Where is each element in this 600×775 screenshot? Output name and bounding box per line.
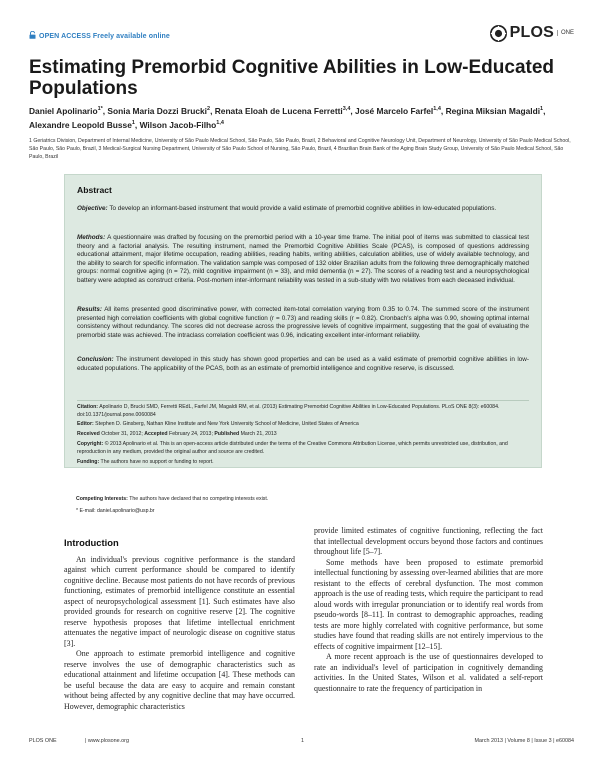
editor-label: Editor: [77,421,94,427]
author-name: Renata Eloah de Lucena Ferretti [214,105,343,116]
funding-label: Funding: [77,459,100,465]
body-paragraph: One approach to estimate premorbid intelligence and cognitive reserve involves the use of demographic characteristics such as educational attainment and lifetime occupation [4]. These methods can be useful because the data are easy to acquire and remain constant without being affected by any cognitive decline that may have occurred. However, demographic characteristics [64,649,295,711]
open-access-rest: ACCESS Freely available online [61,33,170,40]
author-name: José Marcelo Farfel [355,105,434,116]
footer-url[interactable]: | www.plosone.org [85,738,129,744]
author-list: Daniel Apolinario$^{1*}$, Sonia Maria Dozzi Brucki$^2$, Renata Eloah de Lucena Ferretti$^{3,4}$, José Marcelo Farfel$^{1,4}$, Regina Miksian Magaldi$^1$, Alexandre Leopold Busse$^1$, Wilson Jacob-Filho$^{1,4}$ [29,105,546,130]
body-paragraph: A more recent approach is the use of questionnaires developed to rate an individual's level of participation in cognitively demanding activities. In the United States, Wilson et al. validated a self-report questionnaire to rate the frequency of participation in [314,652,543,693]
accepted-date: February 24, 2013; [169,431,213,437]
results-text: All items presented good discriminative power, with corrected item-total correlation varying from 0.35 to 0.74. The summed score of the instrument presented high correlation coefficients with global cognitive function (r = 0.73) and reading skills (r = 0.82). Cronbach's alpha was 0.90, showing optimal internal consistency without redundancy. The scores did not decrease across the progressive levels of cognitive impairment, suggesting that the goal of evaluating the premorbid state was achieved. The intraclass correlation coefficient was 0.96, indicating excellent inter-informant reliability. [77,306,529,339]
conclusion-text: The instrument developed in this study has shown good properties and can be used as a valid estimate of premorbid cognitive abilities in low-educated populations. The applicability of the PCAS, both as an estimate of premorbid intelligence and cognitive reserve, is discussed. [77,356,529,372]
competing-text: The authors have declared that no competing interests exist. [129,496,269,502]
author-affiliation-mark: 1,4 [433,106,441,112]
author-affiliation-mark: 3,4 [342,106,351,112]
author-affiliation-mark: 2 [207,106,211,112]
open-access-lock-icon [29,31,36,39]
abstract-divider [77,400,529,401]
editor [77,421,529,429]
body-paragraph: provide limited estimates of cognitive functioning, reflecting the fact that intellectual development occurs beyond those factors and continues throughout life [5–7]. [314,526,543,556]
author-affiliation-mark: 1 [540,106,544,112]
accepted-label: Accepted [144,431,168,437]
citation [77,404,529,419]
author-affiliation-mark: 1 [131,119,135,126]
plos-logo [490,23,574,43]
editor-text: Stephen D. Ginsberg, Nathan Kline Institute and New York University School of Medicine, United States of America [95,421,359,427]
body-column-right [314,526,543,694]
methods-label: Methods: [77,234,106,241]
plos-brand: PLOS [509,24,554,41]
plos-one-label: ONE [557,30,574,36]
corresponding-email[interactable]: * E-mail: daniel.apolinario@usp.br [76,508,155,514]
affiliations: 1 Geriatrics Division, Department of Internal Medicine, University of São Paulo Medical School, São Paulo, São Paulo, Brazil, 2 Behavioral and Cognitive Neurology Unit, Department of Neurology, University of São Paulo Medical School, São Paulo, São Paulo, Brazil, 3 Medical-Surgical Nursing Department, University of São Paulo School of Nursing, São Paulo, Brazil, 4 Brazilian Brain Bank of the Aging Brain Study Group, University of São Paulo Medical School, São Paulo, Brazil [29,138,571,161]
page-number: 1 [301,738,304,744]
published-date: March 21, 2013 [240,431,277,437]
copyright-label: Copyright: [77,441,104,447]
footer-journal: PLOS ONE [29,738,57,744]
copyright-text: © 2013 Apolinario et al. This is an open-access article distributed under the terms of the Creative Commons Attribution License, which permits unrestricted use, distribution, and reproduction in any medium, provided the original author and source are credited. [77,441,508,455]
introduction-heading: Introduction [64,537,119,548]
plos-logo-icon [490,25,507,42]
methods-text: A questionnaire was drafted by focusing on the premorbid period with a 10-year time frame. The initial pool of items was submitted to classical test theory and a factorial analysis. The resulting instrument, named the Premorbid Cognitive Abilities Scale (PCAS), is composed of questions addressing educational attainment, major lifetime occupation, reading abilities, reading habits, writing abilities, calculation abilities, use of widely available technology, and the ability to search for specific information. The validation sample was composed of 132 older Brazilian adults from the following three demographically matched groups: normal cognitive aging (n = 72), mild cognitive impairment (n = 33), and mild dementia (n = 27). The scores of a reading test and a neuropsychological battery were adopted as construct criteria. Post-mortem inter-informant reliability was tested in a sub-study with two relatives from each deceased individual. [77,234,529,284]
journal-header [29,23,574,49]
conclusion-label: Conclusion: [77,356,114,363]
author-affiliation-mark: 1* [97,106,103,112]
funding-text: The authors have no support or funding to report. [100,459,214,465]
page-footer [29,738,574,748]
body-paragraph: Some methods have been proposed to estimate premorbid intellectual functioning by assessing over-learned abilities that are more resistant to the effects of cerebral dysfunction. The most common approach is the use of reading tests, which require the participant to read aloud words with irregular pronunciation or to identify real words from pseudo-words [8–11]. In contrast to demographic approaches, reading tests are more highly correlated with cognitive performance, but some studies have found that reading skills are not entirely impervious to the effects of cognitive impairment [12–15]. [314,557,543,651]
received-label: Received [77,431,100,437]
open-access-label [29,31,170,40]
results-label: Results: [77,306,103,313]
abstract-box [64,174,542,468]
author-name: Wilson Jacob-Filho [139,119,217,130]
abstract-methods [77,234,529,286]
author-name: Daniel Apolinario [29,105,98,116]
body-column-left [64,538,295,712]
author-name: Regina Miksian Magaldi [445,105,541,116]
footer-issue: March 2013 | Volume 8 | Issue 3 | e60084 [474,738,574,744]
funding [77,459,529,467]
author-affiliation-mark: 1,4 [216,119,224,126]
abstract-conclusion [77,356,529,373]
citation-label: Citation: [77,404,99,410]
open-access-strong: OPEN [39,33,60,40]
copyright [77,441,529,456]
competing-label: Competing Interests: [76,496,128,502]
competing-interests [76,496,528,504]
abstract-results [77,306,529,340]
article-title: Estimating Premorbid Cognitive Abilities in Low-Educated Populations [29,57,555,99]
citation-text: Apolinario D, Brucki SMD, Ferretti REdL, Farfel JM, Magaldi RM, et al. (2013) Estimating Premorbid Cognitive Abilities in Low-Educated Populations. PLoS ONE 8(3): e60084. doi:10.1371/journal.pone.0060084 [77,404,500,418]
abstract-objective [77,205,529,214]
published-label: Published [214,431,240,437]
objective-label: Objective: [77,205,108,212]
dates [77,431,529,439]
body-paragraph: An individual's previous cognitive performance is the standard against which current performance should be compared to identify cognitive decline. Because most patients do not have records of previous functioning, estimates of premorbid intelligence constitute an essential aspect of neuropsychological assessment [1]. Such estimates have also provided grounds for research on cognitive reserve [2]. The cognitive reserve hypothesis proposes that lifetime intellectual enrichment attenuates the negative impact of neurologic disease on cognitive status [3]. [64,554,295,648]
author-name: Alexandre Leopold Busse [29,119,132,130]
objective-text: To develop an informant-based instrument that would provide a valid estimate of premorbid cognitive abilities in low-educated populations. [109,205,497,212]
author-name: Sonia Maria Dozzi Brucki [107,105,208,116]
abstract-heading: Abstract [77,185,112,195]
received-date: October 31, 2012; [101,431,143,437]
